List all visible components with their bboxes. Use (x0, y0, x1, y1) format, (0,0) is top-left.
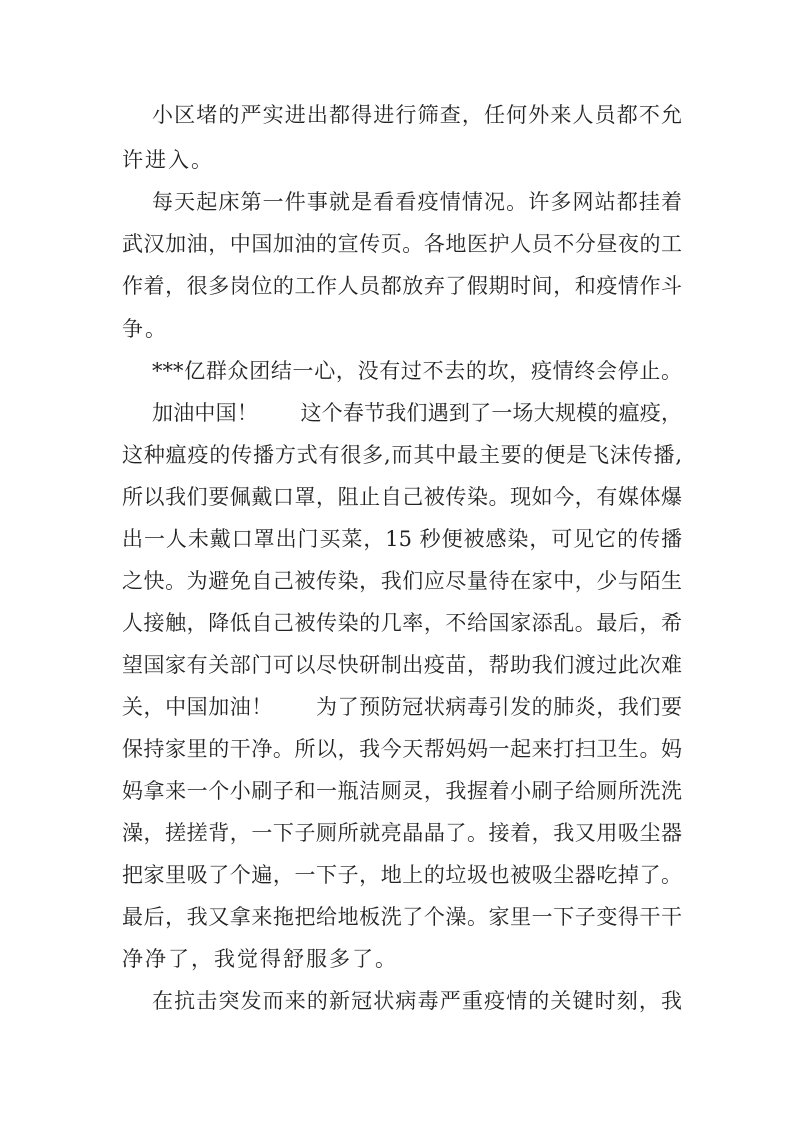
text-line: 净净了，我觉得舒服多了。 (122, 947, 398, 971)
text-line: 把家里吸了个遍，一下子，地上的垃圾也被吸尘器吃掉了。 (122, 863, 682, 887)
text-line: 妈拿来一个小刷子和一瓶洁厕灵，我握着小刷子给厕所洗洗 (122, 779, 682, 803)
text-line: 澡，搓搓背，一下子厕所就亮晶晶了。接着，我又用吸尘器 (122, 821, 682, 845)
text-line: 所以我们要佩戴口罩，阻止自己被传染。现如今，有媒体爆 (122, 485, 682, 509)
text-line: 最后，我又拿来拖把给地板洗了个澡。家里一下子变得干干 (122, 905, 682, 929)
text-line: 争。 (122, 317, 168, 341)
text-line: 每天起床第一件事就是看看疫情情况。许多网站都挂着 (152, 190, 682, 214)
text-line: 作着，很多岗位的工作人员都放弃了假期时间，和疫情作斗 (122, 274, 682, 298)
text-line: ***亿群众团结一心，没有过不去的坎，疫情终会停止。 (152, 359, 682, 383)
text-line: 加油中国！ 这个春节我们遇到了一场大规模的瘟疫， (152, 401, 682, 425)
text-line: 武汉加油，中国加油的宣传页。各地医护人员不分昼夜的工 (122, 232, 682, 256)
text-line: 之快。为避免自己被传染，我们应尽量待在家中，少与陌生 (122, 569, 682, 593)
text-line: 在抗击突发而来的新冠状病毒严重疫情的关键时刻，我 (152, 989, 682, 1013)
text-line: 许进入。 (122, 148, 214, 172)
text-line: 保持家里的干净。所以，我今天帮妈妈一起来打扫卫生。妈 (122, 737, 682, 761)
text-line: 这种瘟疫的传播方式有很多,而其中最主要的便是飞沫传播, (122, 443, 682, 467)
text-line: 出一人未戴口罩出门买菜，15 秒便被感染，可见它的传播 (122, 527, 682, 551)
text-line: 人接触，降低自己被传染的几率，不给国家添乱。最后，希 (122, 611, 682, 635)
text-line: 望国家有关部门可以尽快研制出疫苗，帮助我们渡过此次难 (122, 653, 682, 677)
text-line: 关，中国加油！ 为了预防冠状病毒引发的肺炎，我们要 (122, 695, 682, 719)
text-line: 小区堵的严实进出都得进行筛查，任何外来人员都不允 (152, 103, 682, 127)
